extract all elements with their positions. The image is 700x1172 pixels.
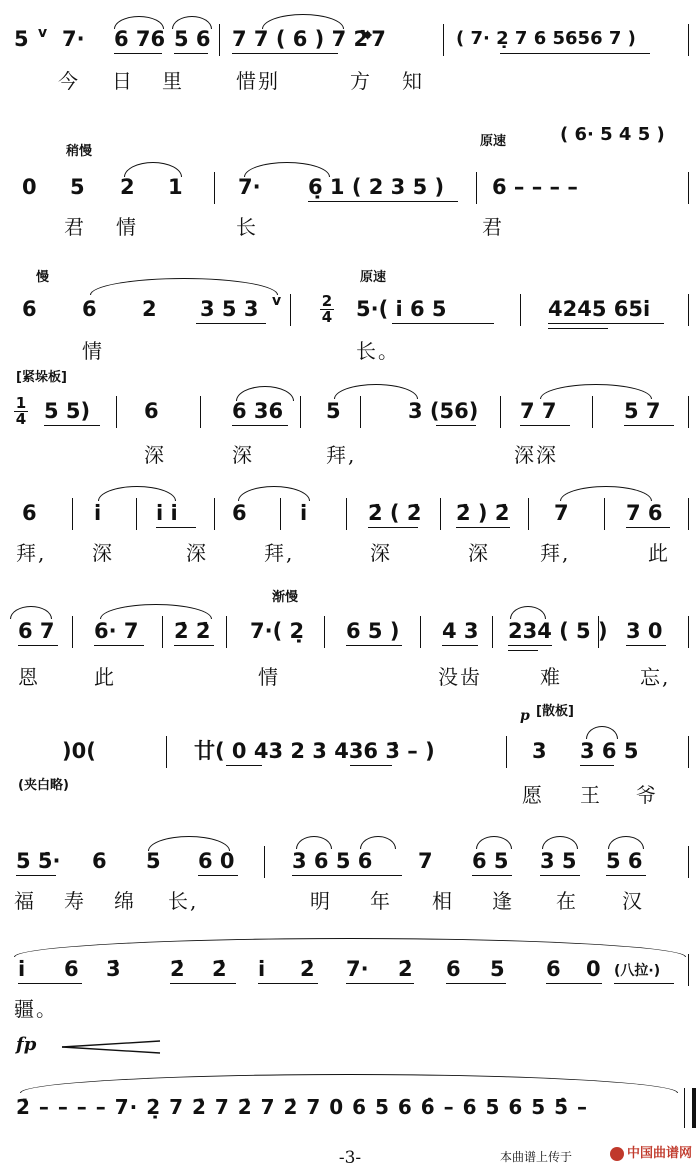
slur	[238, 486, 310, 501]
tempo-marking: 慢	[36, 270, 50, 285]
logo-icon	[610, 1147, 624, 1161]
score-system-9	[0, 926, 700, 1026]
score-system-6	[0, 584, 700, 694]
slur	[20, 1074, 678, 1093]
time-signature	[14, 396, 28, 427]
underline	[350, 765, 392, 766]
barline	[688, 954, 689, 986]
lyric: 拜,	[540, 541, 571, 565]
notation-row	[0, 496, 700, 530]
slur	[542, 836, 578, 849]
score-system-8	[0, 818, 700, 918]
barline	[300, 396, 301, 428]
lyric: 难	[540, 665, 562, 689]
note: i̇	[94, 501, 102, 525]
note-group: 5 5)	[44, 399, 91, 423]
note-group: 6 – – – –	[492, 175, 578, 199]
barline	[72, 498, 73, 530]
section-marking: [紧垛板]	[16, 370, 67, 385]
note: 6	[22, 297, 37, 321]
note-group: 2̇ – – – – 7· 2̣ 7 2̇ 7 2̇ 7 2̇ 7 0 6 5 6 6̂ – 6 5 6 5 5̂ –	[16, 1095, 588, 1119]
underline	[436, 425, 476, 426]
spoken-passage-note: (夹白略)	[18, 778, 69, 793]
note: 6	[446, 957, 461, 981]
note: 1	[168, 175, 183, 199]
underline	[196, 323, 266, 324]
section-marking: [散板]	[536, 704, 574, 719]
breath-mark: v	[38, 25, 48, 41]
note: i̇	[18, 957, 26, 981]
slur	[560, 486, 652, 501]
lyric: 长,	[168, 889, 199, 913]
note: 6	[232, 501, 247, 525]
barline	[684, 1088, 685, 1128]
note-group: 6 0	[198, 849, 235, 873]
slur	[100, 604, 212, 619]
page-number: -3-	[338, 1148, 362, 1168]
slur	[334, 384, 418, 399]
slur	[90, 278, 278, 295]
lyric: 深深	[514, 443, 558, 467]
underline	[156, 527, 196, 528]
lyric: 在	[556, 889, 578, 913]
lyric: 深	[144, 443, 166, 467]
note-group: 6 5	[472, 849, 509, 873]
underline	[392, 323, 494, 324]
slur	[14, 938, 686, 957]
note-group: 6 76	[114, 27, 166, 51]
barline	[290, 294, 291, 326]
slur	[236, 386, 294, 401]
crescendo-hairpin	[60, 1040, 164, 1054]
underline	[540, 875, 580, 876]
lyric: 忘,	[640, 665, 671, 689]
lyrics-row	[0, 442, 700, 470]
underline	[580, 765, 614, 766]
underline	[170, 983, 236, 984]
note: 2	[120, 175, 135, 199]
note: 6	[64, 957, 79, 981]
note-group: ( 6· 5 4 5 )	[560, 124, 665, 145]
barline	[443, 24, 444, 56]
note-group: 7 7	[520, 399, 557, 423]
note-group: 4245 65i̇	[548, 297, 651, 321]
barline	[420, 616, 421, 648]
barline	[214, 498, 215, 530]
note: 7	[418, 849, 433, 873]
underline	[346, 983, 414, 984]
note-group: i̇ i̇	[156, 501, 178, 525]
note-group: 7 7 ( 6 ) 7 2̇	[232, 27, 369, 51]
score-system-10	[0, 1030, 700, 1140]
note-group: 7·( 2̣	[250, 619, 305, 643]
note-group: 3 (56)	[408, 399, 479, 423]
underline	[44, 425, 100, 426]
barline	[688, 396, 689, 428]
lyric: 深	[468, 541, 490, 565]
note-group: 4 3	[442, 619, 479, 643]
lyric: 拜,	[264, 541, 295, 565]
note: 0	[586, 957, 601, 981]
barline	[214, 172, 215, 204]
score-system-7	[0, 700, 700, 810]
underline	[626, 645, 666, 646]
note: 6	[82, 297, 97, 321]
score-system-3	[0, 260, 700, 363]
barline	[200, 396, 201, 428]
note-group: 3 0	[626, 619, 663, 643]
barline	[264, 846, 265, 878]
note: 7·	[238, 175, 261, 199]
slur	[476, 836, 512, 849]
slur	[148, 836, 230, 851]
upload-note: 本曲谱上传于	[499, 1150, 572, 1164]
slur	[608, 836, 644, 849]
time-signature	[320, 294, 334, 325]
lyrics-row	[0, 782, 700, 810]
lyrics-row	[0, 214, 700, 242]
lyric: 逢	[492, 889, 514, 913]
note-group: 7 6	[626, 501, 663, 525]
note: 2	[142, 297, 157, 321]
barline	[688, 24, 689, 56]
barline	[492, 616, 493, 648]
note-group: 5 7	[624, 399, 661, 423]
lyric: 深	[186, 541, 208, 565]
time-signature-bottom: 4	[15, 410, 27, 428]
note: 2̇	[170, 957, 185, 981]
note: 5	[146, 849, 161, 873]
lyric: 爷	[636, 783, 658, 807]
slur	[172, 16, 212, 29]
slur	[360, 836, 396, 849]
slur	[540, 384, 652, 399]
tempo-marking: 原速	[360, 270, 387, 285]
barline	[226, 616, 227, 648]
notation-row	[0, 844, 700, 878]
note: 5	[326, 399, 341, 423]
lyric: 此	[94, 665, 116, 689]
note-group: 5 5̇·	[16, 849, 61, 873]
slur	[124, 162, 182, 177]
underline	[18, 645, 58, 646]
barline	[506, 736, 507, 768]
underline	[548, 323, 664, 324]
lyric: 里	[162, 69, 184, 93]
lyric: 情	[258, 665, 280, 689]
note-group: 6 36	[232, 399, 284, 423]
slur	[114, 16, 164, 29]
barline	[324, 616, 325, 648]
notation-row	[0, 1090, 700, 1124]
underline	[456, 527, 510, 528]
underline	[508, 645, 552, 646]
lyric: 寿	[64, 889, 86, 913]
underline	[114, 53, 162, 54]
dynamic-marking: fp	[16, 1034, 37, 1055]
lyric: 深	[92, 541, 114, 565]
note: 6	[22, 501, 37, 525]
note: 2̇	[300, 957, 315, 981]
note-group: 2̇ 2̇	[174, 619, 211, 643]
underline	[508, 650, 538, 651]
breath-mark: v	[272, 293, 282, 309]
score-system-5	[0, 470, 700, 580]
underline	[174, 53, 208, 54]
lyrics-row	[0, 888, 700, 916]
underline	[626, 527, 670, 528]
barline	[116, 396, 117, 428]
note: 7·	[62, 27, 85, 51]
note-group: 5 6	[606, 849, 643, 873]
barline	[440, 498, 441, 530]
note: 7	[554, 501, 569, 525]
note: 7·	[346, 957, 369, 981]
lyric: 恩	[18, 665, 40, 689]
lyric: 日	[112, 69, 134, 93]
note-group: 2̇ ) 2̇	[456, 501, 510, 525]
lyric: 君	[64, 215, 86, 239]
slur	[510, 606, 546, 619]
underline	[614, 983, 674, 984]
barline	[346, 498, 347, 530]
note-group: 5·( i̇ 6 5	[356, 297, 447, 321]
dynamic-marking: p	[520, 708, 530, 724]
note-group: 2̇ ( 2̇	[368, 501, 422, 525]
note: 3̇	[106, 957, 121, 981]
underline	[442, 645, 478, 646]
notation-row	[0, 170, 700, 204]
note-group: 6 7	[18, 619, 55, 643]
underline	[308, 201, 458, 202]
barline	[528, 498, 529, 530]
notation-row	[0, 292, 700, 326]
lyrics-row	[0, 338, 700, 366]
tempo-marking: 稍慢	[66, 144, 93, 159]
note-group: ( 7· 2̣ 7 6 5656 7 )	[456, 28, 636, 49]
note: 2̇	[212, 957, 227, 981]
note: i̇	[258, 957, 266, 981]
lyric: 没齿	[438, 665, 482, 689]
slur	[586, 726, 618, 739]
lyric: 知	[402, 69, 424, 93]
notation-row	[0, 952, 700, 986]
note-group: 3 5	[540, 849, 577, 873]
lyric: 疆。	[14, 997, 58, 1021]
lyrics-row	[0, 68, 700, 96]
barline	[72, 616, 73, 648]
time-signature-top: 1	[15, 394, 27, 412]
lyrics-row	[0, 540, 700, 568]
note-group: )0(	[62, 739, 96, 763]
underline	[18, 983, 82, 984]
underline	[258, 983, 318, 984]
lyric: 年	[370, 889, 392, 913]
lyric: 情	[116, 215, 138, 239]
note: 5	[14, 27, 29, 51]
lyric: 此	[648, 541, 670, 565]
lyric: 王	[580, 783, 602, 807]
underline	[368, 527, 418, 528]
barline	[688, 736, 689, 768]
note-group: 6̣ 1 ( 2 3 5 )	[308, 175, 445, 199]
time-signature-top: 2	[321, 292, 333, 310]
underline	[198, 875, 238, 876]
underline	[232, 425, 288, 426]
lyric: 君	[482, 215, 504, 239]
slur	[10, 606, 52, 619]
barline	[592, 396, 593, 428]
lyric: 方	[350, 69, 372, 93]
underline	[472, 875, 512, 876]
barline	[500, 396, 501, 428]
note-group: 234 ( 5 )	[508, 619, 608, 643]
barline	[360, 396, 361, 428]
ending-note: (八拉·)	[614, 963, 661, 979]
note: 5	[70, 175, 85, 199]
lyric: 汉	[622, 889, 644, 913]
notation-row	[0, 614, 700, 648]
note-group: 6 5 )	[346, 619, 400, 643]
note: 3	[532, 739, 547, 763]
notation-row	[0, 22, 700, 56]
lyric: 长	[236, 215, 258, 239]
underline	[606, 875, 646, 876]
lyric: 拜,	[326, 443, 357, 467]
time-signature-bottom: 4	[321, 308, 333, 326]
note-group: 6· 7	[94, 619, 139, 643]
underline	[232, 53, 338, 54]
lyric: 深	[232, 443, 254, 467]
note-group: 3 5 3	[200, 297, 259, 321]
barline	[688, 172, 689, 204]
note: 6	[546, 957, 561, 981]
note: i̇	[300, 501, 308, 525]
underline	[500, 53, 650, 54]
lyric: 情	[82, 339, 104, 363]
underline	[16, 875, 56, 876]
note: 𝄌7	[364, 27, 386, 51]
barline	[219, 24, 220, 56]
barline	[520, 294, 521, 326]
note-group: 廿( 0 43 2 3 436 3̇ – )	[194, 739, 435, 763]
underline	[226, 765, 262, 766]
slur	[296, 836, 332, 849]
underline	[292, 875, 402, 876]
barline	[162, 616, 163, 648]
underline	[624, 425, 674, 426]
barline	[688, 294, 689, 326]
underline	[174, 645, 214, 646]
note: 6	[144, 399, 159, 423]
note-group: 3 6 5 6	[292, 849, 373, 873]
lyric: 拜,	[16, 541, 47, 565]
barline	[604, 498, 605, 530]
score-system-1	[0, 0, 700, 100]
lyric: 惜别	[236, 69, 280, 93]
lyrics-row	[0, 996, 700, 1024]
barline	[136, 498, 137, 530]
notation-row	[0, 394, 700, 428]
barline	[688, 616, 689, 648]
barline	[688, 846, 689, 878]
note-group: 5 6	[174, 27, 211, 51]
note: 2̇	[398, 957, 413, 981]
lyric: 今	[58, 69, 80, 93]
lyric: 长。	[356, 339, 400, 363]
barline	[598, 616, 599, 648]
note-group: 3 6 5	[580, 739, 639, 763]
note: 0	[22, 175, 37, 199]
tempo-marking: 渐慢	[272, 590, 299, 605]
tempo-marking: 原速	[480, 134, 507, 149]
lyric: 深	[370, 541, 392, 565]
underline	[446, 983, 506, 984]
score-system-2	[0, 118, 700, 240]
slur	[98, 486, 176, 501]
site-logo[interactable]	[610, 1142, 692, 1161]
underline	[546, 983, 602, 984]
note: 6	[92, 849, 107, 873]
lyric: 相	[432, 889, 454, 913]
notation-row	[0, 734, 700, 768]
lyrics-row	[0, 664, 700, 692]
underline	[548, 328, 608, 329]
barline	[688, 498, 689, 530]
score-system-4	[0, 364, 700, 467]
underline	[520, 425, 570, 426]
underline	[94, 645, 144, 646]
note: 5	[490, 957, 505, 981]
barline	[166, 736, 167, 768]
underline	[346, 645, 402, 646]
logo-text: 中国曲谱网	[626, 1146, 692, 1161]
slur	[244, 162, 330, 177]
lyric: 明	[310, 889, 332, 913]
final-barline	[692, 1088, 696, 1128]
barline	[280, 498, 281, 530]
barline	[476, 172, 477, 204]
lyric: 福	[14, 889, 36, 913]
lyric: 绵	[114, 889, 136, 913]
slur	[262, 14, 344, 29]
lyric: 愿	[522, 783, 544, 807]
